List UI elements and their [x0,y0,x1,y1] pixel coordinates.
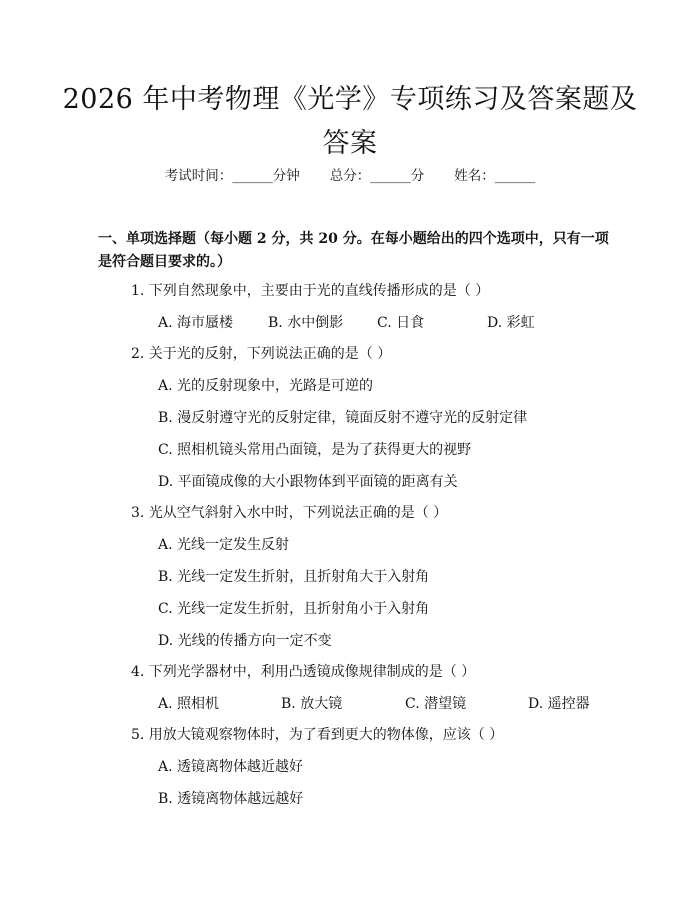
question-2-stem: 2. 关于光的反射，下列说法正确的是（ ） [131,346,392,362]
name-label: 姓名： [454,168,495,184]
question-3-stem: 3. 光从空气斜射入水中时，下列说法正确的是（ ） [131,505,448,521]
exam-time-blank: ______ [232,168,273,184]
name-blank: ______ [494,168,536,184]
question-3-option-a: A. 光线一定发生反射 [158,537,290,553]
question-2-option-a: A. 光的反射现象中，光路是可逆的 [158,378,374,394]
question-4-option-c: C. 潜望镜 [405,696,467,712]
question-5-option-a: A. 透镜离物体越近越好 [158,759,304,775]
question-1-option-a: A. 海市蜃楼 [158,315,234,331]
question-3-option-c: C. 光线一定发生折射，且折射角小于入射角 [158,601,430,617]
question-3-option-d: D. 光线的传播方向一定不变 [158,633,332,649]
document-title: 2026 年中考物理《光学》专项练习及答案题及答案 [62,84,638,159]
question-4-option-a: A. 照相机 [158,696,220,712]
exam-info-line [0,166,700,186]
question-3-option-b: B. 光线一定发生折射，且折射角大于入射角 [158,569,430,585]
exam-time-label: 考试时间： [164,168,233,184]
question-2-option-b: B. 漫反射遵守光的反射定律，镜面反射不遵守光的反射定律 [158,410,528,426]
question-5-stem: 5. 用放大镜观察物体时，为了看到更大的物体像，应该（ ） [131,727,504,743]
question-1-option-b: B. 水中倒影 [268,315,344,331]
total-score-unit: 分 [410,168,425,184]
question-4-stem: 4. 下列光学器材中，利用凸透镜成像规律制成的是（ ） [131,664,476,680]
total-score-blank: ______ [370,168,411,184]
exam-time-unit: 分钟 [272,168,300,184]
question-5-option-b: B. 透镜离物体越远越好 [158,791,304,807]
question-1-stem: 1. 下列自然现象中，主要由于光的直线传播形成的是（ ） [131,283,490,299]
question-1-option-d: D. 彩虹 [487,315,535,331]
section-heading-single-choice: 一、单项选择题（每小题 2 分，共 20 分。在每小题给出的四个选项中，只有一项是符合题目要求的。） [98,231,609,270]
question-2-option-d: D. 平面镜成像的大小跟物体到平面镜的距离有关 [158,474,458,490]
question-1-option-c: C. 日食 [377,315,425,331]
question-4-option-d: D. 遥控器 [528,696,590,712]
total-score-label: 总分： [329,168,371,184]
question-4-option-b: B. 放大镜 [281,696,343,712]
question-2-option-c: C. 照相机镜头常用凸面镜，是为了获得更大的视野 [158,442,472,458]
